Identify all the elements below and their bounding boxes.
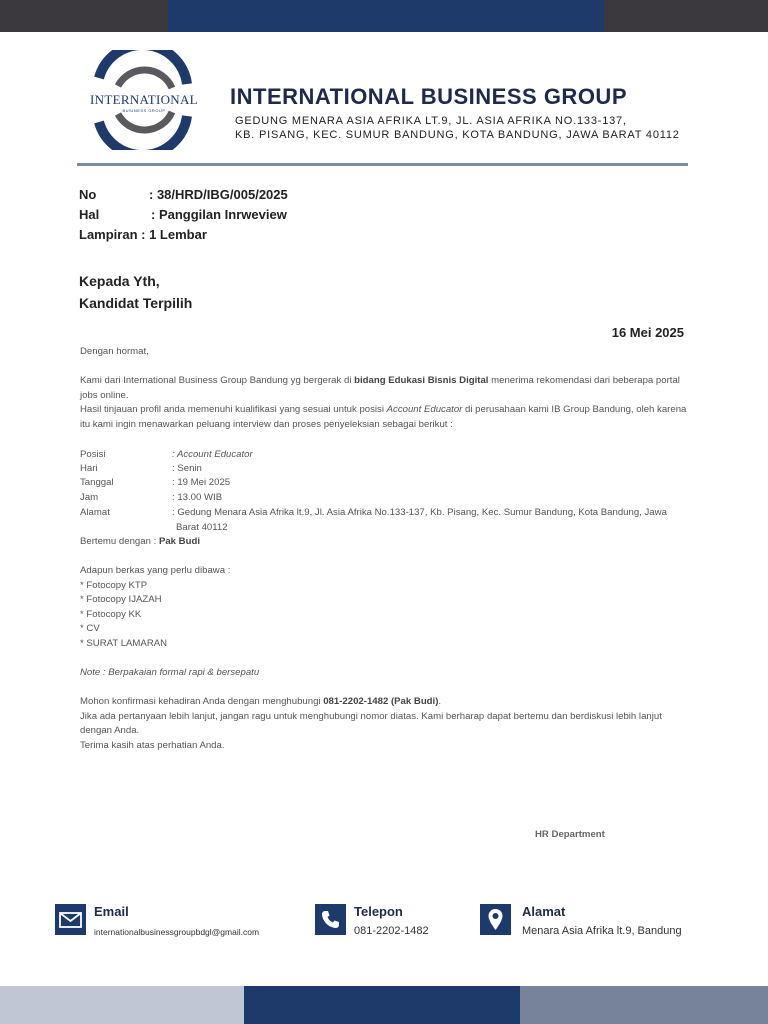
letter-attachment-label: Lampiran	[79, 227, 138, 242]
detail-key: Posisi	[80, 449, 106, 460]
contact-person-label: Bertemu dengan :	[80, 536, 159, 547]
logo-wordmark: INTERNATIONAL	[90, 92, 198, 107]
bottom-decor-bar-right	[520, 986, 768, 1024]
contact-person-name: Pak Budi	[158, 536, 200, 547]
questions-line: Jika ada pertanyaan lebih lanjut, jangan ragu untuk menghubungi nomor diatas. Kami berharap dapat bertemu dan berdiskusi lebih lanjut dengan Anda.	[80, 710, 662, 736]
detail-key: Hari	[80, 463, 98, 474]
letter-number-label: No	[79, 187, 97, 202]
detail-value: : Senin	[172, 463, 202, 474]
company-name: INTERNATIONAL BUSINESS GROUP	[230, 84, 627, 109]
phone-title: Telepon	[354, 904, 403, 919]
offer-text-end: di perusahaan kami IB Group Bandung, oleh karena itu kami ingin menawarkan peluang interview dan proses penyeleksian sebagai berikut :	[80, 404, 687, 430]
letter-number	[79, 187, 288, 202]
recipient-name: Kandidat Terpilih	[79, 295, 193, 311]
detail-value: : Account Educator	[172, 449, 253, 460]
detail-value: : 19 Mei 2025	[172, 477, 231, 488]
letter-number-value: : 38/HRD/IBG/005/2025	[149, 187, 288, 202]
detail-key: Alamat	[80, 507, 110, 518]
letter-subject	[79, 207, 287, 222]
thanks-line: Terima kasih atas perhatian Anda.	[80, 739, 225, 751]
list-item: * Fotocopy IJAZAH	[80, 594, 162, 605]
bottom-decor-bar	[0, 986, 768, 1024]
company-address-line1: GEDUNG MENARA ASIA AFRIKA LT.9, JL. ASIA AFRIKA NO.133-137,	[235, 115, 627, 127]
letter-subject-label: Hal	[79, 207, 100, 222]
closing-paragraph	[80, 695, 692, 753]
bottom-decor-bar-center	[244, 986, 520, 1024]
address-value: Menara Asia Afrika lt.9, Bandung	[522, 925, 682, 937]
signature-department: HR Department	[535, 829, 605, 840]
offer-paragraph	[80, 403, 692, 432]
list-item: * CV	[80, 623, 100, 634]
letter-subject-value: : Panggilan Inrweview	[151, 207, 287, 222]
confirmation-phone: 081-2202-1482 (Pak Budi)	[323, 696, 439, 707]
letter-attachment	[79, 227, 207, 242]
envelope-icon	[55, 904, 86, 935]
intro-text: Kami dari International Business Group Bandung yg bergerak di	[80, 375, 355, 386]
letter-attachment-value: : 1 Lembar	[141, 227, 207, 242]
company-logo	[80, 50, 208, 150]
confirmation-text: Mohon konfirmasi kehadiran Anda dengan menghubungi	[80, 696, 324, 707]
documents-list	[80, 564, 230, 651]
list-item: * Fotocopy KTP	[80, 579, 148, 591]
list-item: * SURAT LAMARAN	[80, 637, 168, 649]
detail-value: : 13.00 WIB	[172, 492, 223, 503]
letter-date: 16 Mei 2025	[611, 325, 684, 340]
documents-intro: Adapun berkas yang perlu dibawa :	[80, 565, 231, 576]
location-pin-icon	[480, 904, 511, 935]
address-title: Alamat	[522, 904, 566, 919]
recipient-salutation: Kepada Yth,	[79, 273, 160, 289]
confirmation-line	[80, 695, 692, 710]
company-address-line2: KB. PISANG, KEC. SUMUR BANDUNG, KOTA BANDUNG, JAWA BARAT 40112	[235, 129, 680, 141]
offer-text: Hasil tinjauan profil anda memenuhi kualifikasi yang sesuai untuk posisi	[80, 404, 387, 415]
email-title: Email	[94, 904, 129, 919]
phone-number[interactable]: 081-2202-1482	[354, 925, 429, 937]
phone-icon	[315, 904, 346, 935]
intro-paragraph	[80, 374, 692, 403]
dress-code-note: Note : Berpakaian formal rapi & bersepatu	[80, 667, 260, 678]
list-item: * Fotocopy KK	[80, 608, 142, 620]
header-divider	[77, 163, 688, 166]
position-name: Account Educator	[386, 404, 463, 415]
top-decor-bar-center	[168, 0, 604, 32]
confirmation-end: .	[438, 696, 442, 707]
detail-key: Tanggal	[80, 477, 114, 488]
detail-value: : Gedung Menara Asia Afrika lt.9, Jl. Asia Afrika No.133-137, Kb. Pisang, Kec. Sumur Bandung, Kota Bandung, Jawa Barat 40112	[172, 507, 667, 533]
intro-text-end: menerima rekomendasi dari beberapa portal jobs online.	[80, 375, 680, 401]
logo-subtext: BUSINESS GROUP	[122, 108, 166, 113]
email-address[interactable]: internationalbusinessgroupbdgl@gmail.com	[94, 927, 260, 937]
top-decor-bar	[0, 0, 768, 32]
contact-person	[80, 536, 200, 547]
business-field: bidang Edukasi Bisnis Digital	[354, 375, 489, 386]
detail-key: Jam	[80, 492, 99, 503]
greeting: Dengan hormat,	[80, 346, 149, 357]
